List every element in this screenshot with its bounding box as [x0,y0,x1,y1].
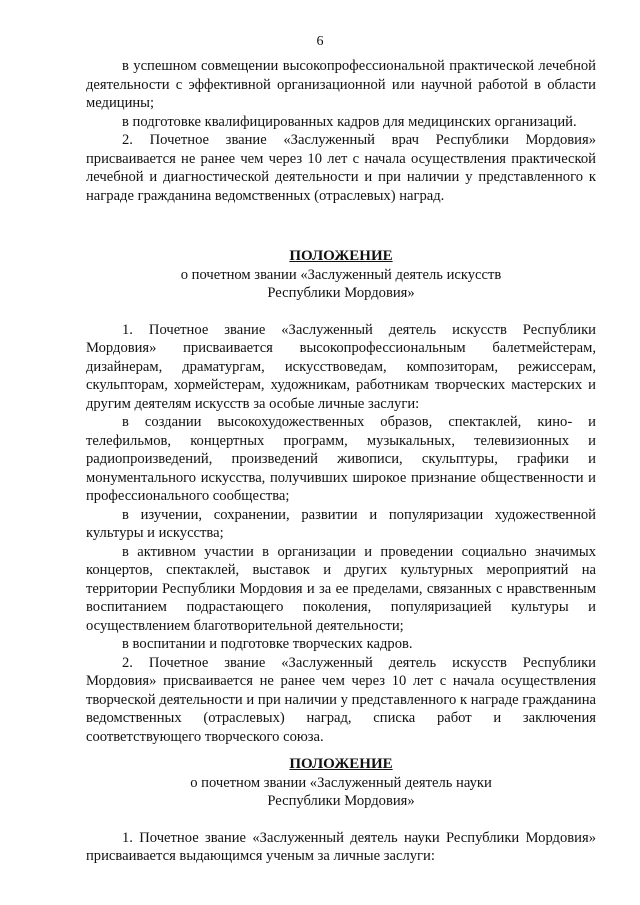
section-subtitle-line1: о почетном звании «Заслуженный деятель науки [190,774,492,791]
paragraph: 1. Почетное звание «Заслуженный деятель искусств Республики Мордовия» присваивается высокопрофессиональным балетмейстерам, дизайнерам, драматургам, искусствоведам, композиторам, режиссерам, скульпторам, хормейстерам, художникам, работникам творческих мастерских и другим деятелям искусств за особые личные заслуги: [86,321,596,412]
section-subtitle-line2: Республики Мордовия» [267,793,415,809]
paragraph: 2. Почетное звание «Заслуженный врач Республики Мордовия» присваивается не ранее чем через 10 лет с начала осуществления практической лечебной и диагностической деятельности и при наличии у представленного к награде гражданина ведомственных (отраслевых) наград. [86,132,596,204]
section-subtitle-line2: Республики Мордовия» [267,285,415,301]
paragraph: в успешном совмещении высокопрофессиональной практической лечебной деятельности с эффективной организационной или научной работой в области медицины; [86,58,596,111]
paragraph: 2. Почетное звание «Заслуженный деятель искусств Республики Мордовия» присваивается не ранее чем через 10 лет с начала осуществления творческой деятельности и при наличии у представленного к награде гражданина ведомственных (отраслевых) наград, списка работ и заключения соответствующего творческого союза. [86,654,596,745]
section-heading: ПОЛОЖЕНИЕ [289,248,393,264]
spacer [86,303,596,321]
paragraph: в воспитании и подготовке творческих кадров. [122,636,413,652]
page-number: 6 [316,34,324,49]
section-science [86,755,596,866]
section-arts [86,247,596,746]
paragraph: 1. Почетное звание «Заслуженный деятель науки Республики Мордовия» присваивается выдающимся ученым за личные заслуги: [86,829,596,864]
section-subtitle-line1: о почетном звании «Заслуженный деятель искусств [180,266,502,283]
paragraph: в изучении, сохранении, развитии и популяризации художественной культуры и искусства; [86,506,596,541]
section-heading: ПОЛОЖЕНИЕ [289,756,393,772]
spacer [86,811,596,829]
paragraph: в активном участии в организации и проведении социально значимых концертов, спектаклей, выставок и других культурных мероприятий на территории Республики Мордовия и за ее пределами, связанных с нравственным воспитанием подрастающего поколения, популяризацией культуры и осуществлением благотворительной деятельности; [86,543,596,634]
paragraph: в создании высокохудожественных образов, спектаклей, кино- и телефильмов, концертных программ, музыкальных, телевизионных и радиопроизведений, произведений живописи, скульптуры, графики и монументального искусства, получивших широкое признание общественности и профессионального сообщества; [86,414,596,504]
paragraph: в подготовке квалифицированных кадров для медицинских организаций. [122,113,577,130]
intro-block [86,57,596,205]
